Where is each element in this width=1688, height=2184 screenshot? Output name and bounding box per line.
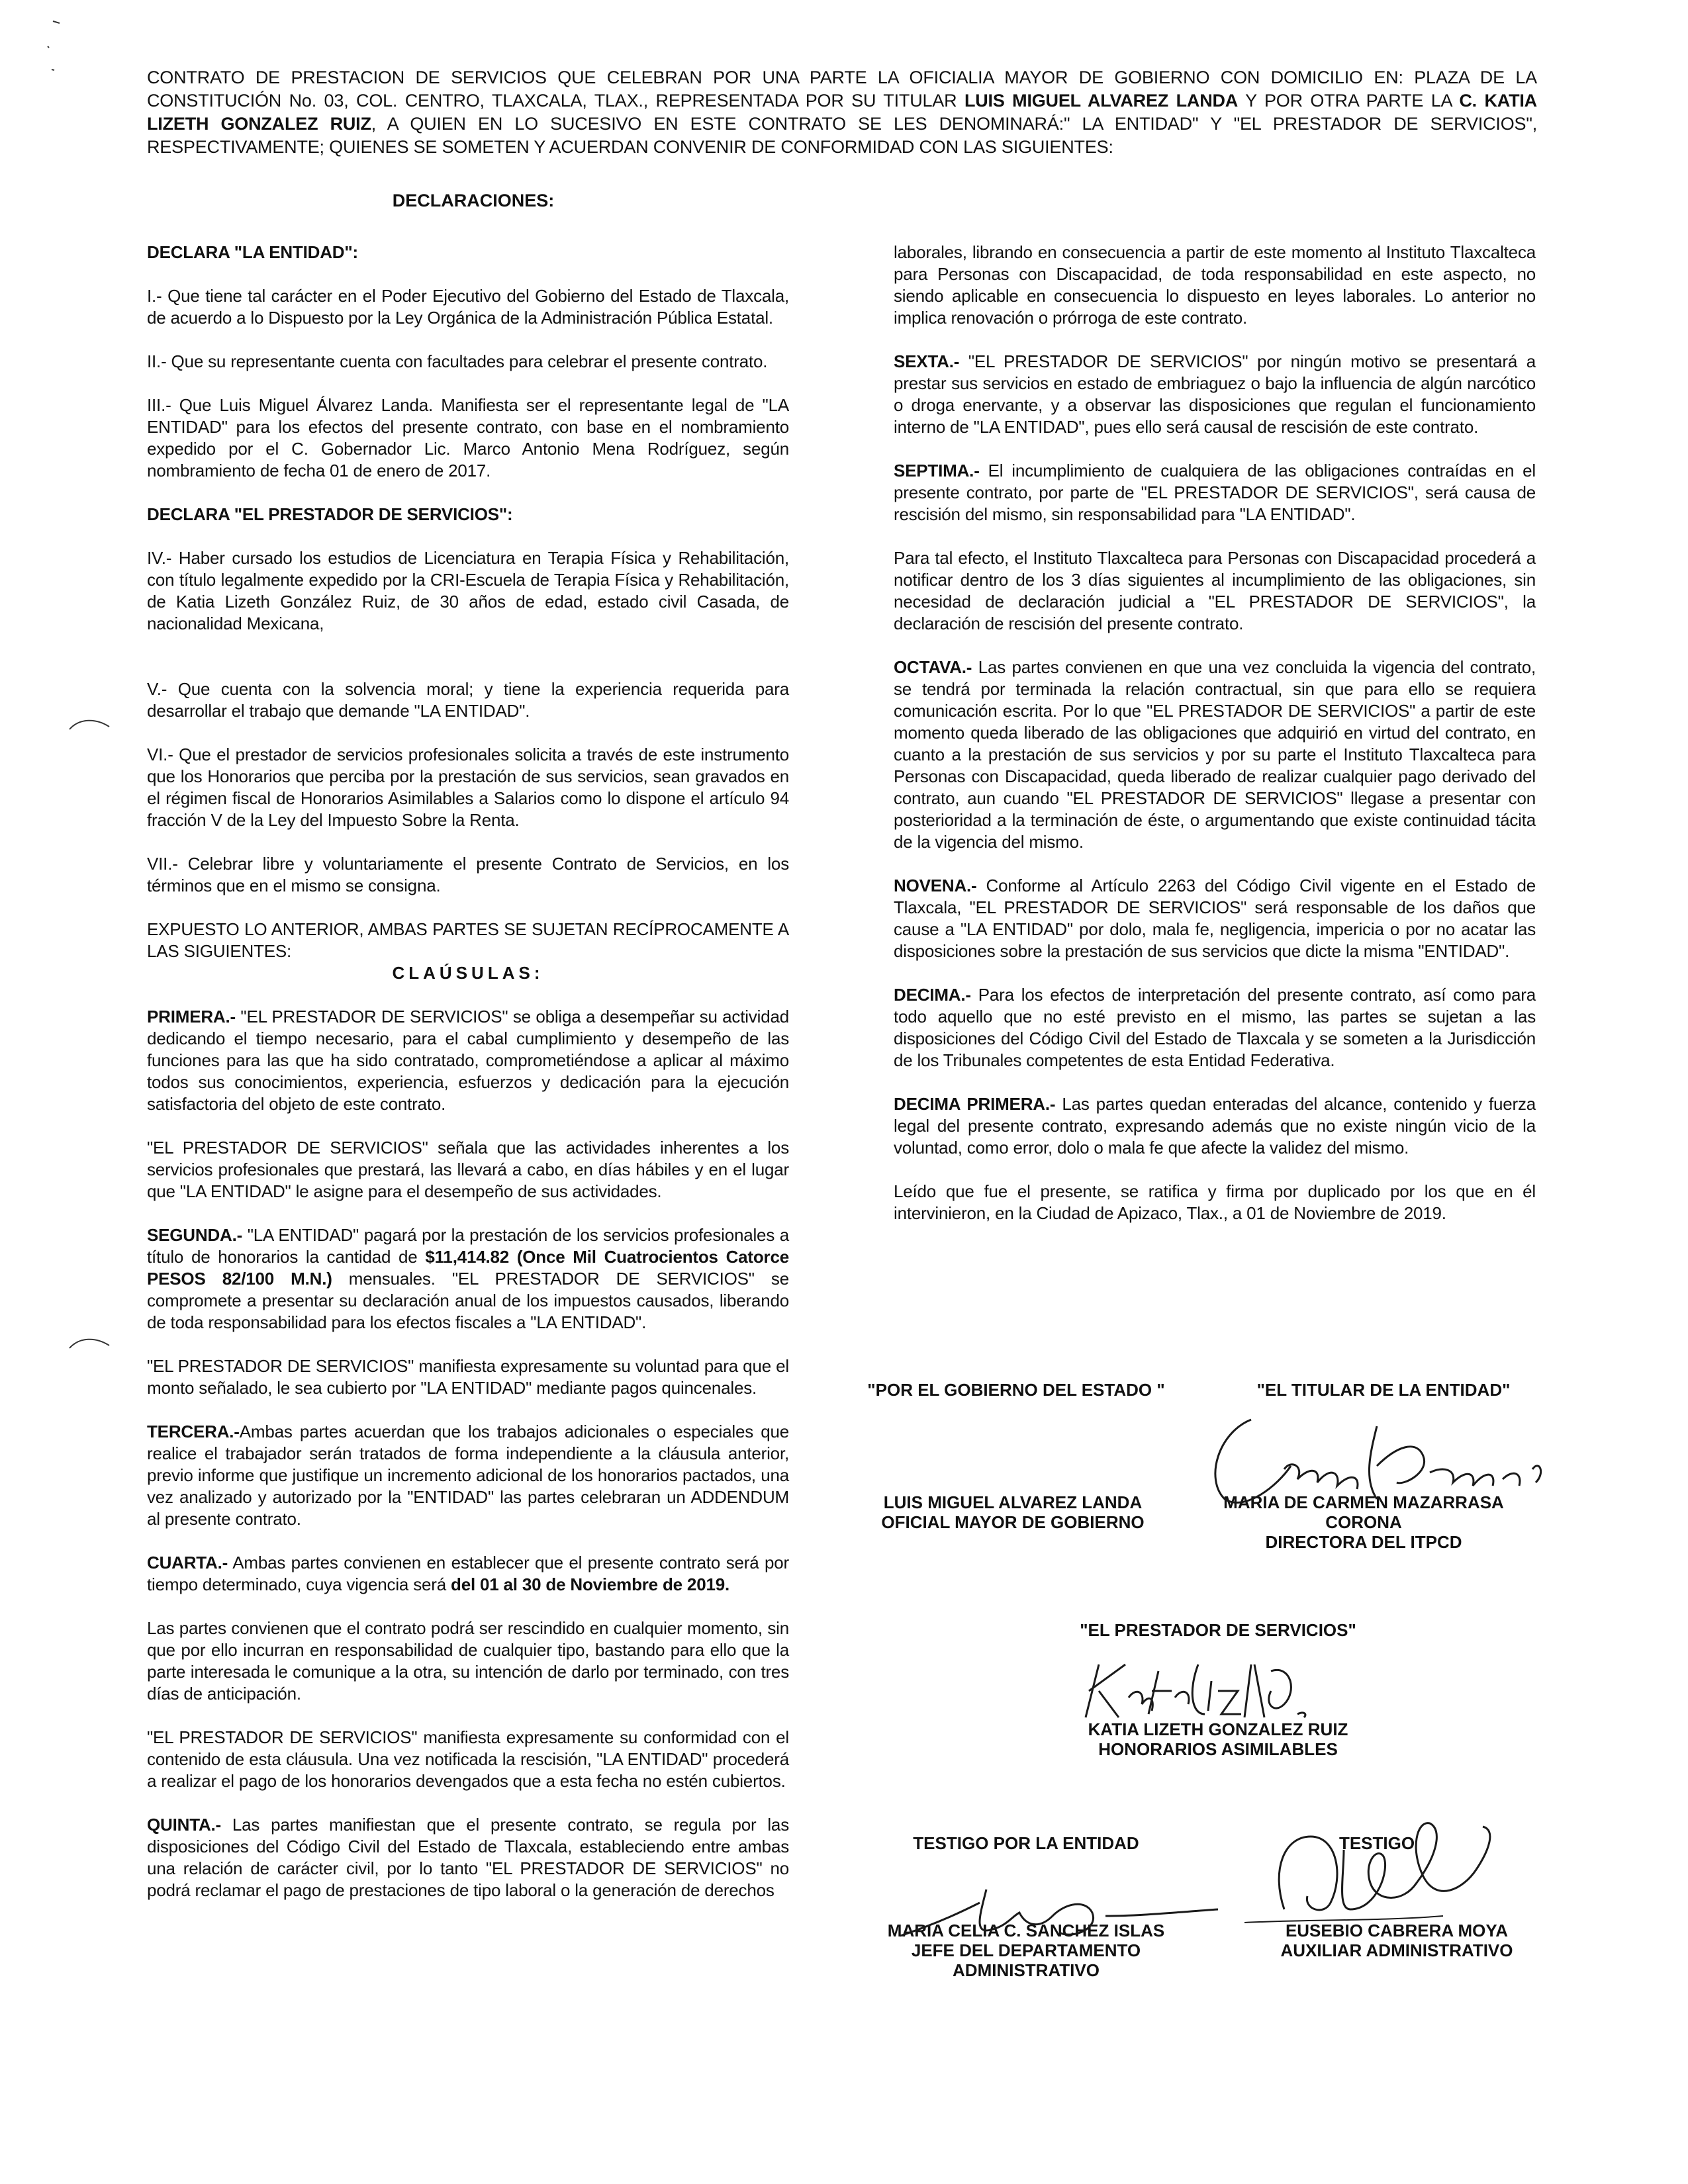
testigo-entidad-role-1: JEFE DEL DEPARTAMENTO: [911, 1940, 1141, 1960]
octava-heading: OCTAVA.-: [894, 657, 972, 677]
tercera-text: Ambas partes acuerdan que los trabajos adicionales o especiales que realice el trabajador serán tratados de forma independiente a la cláusula anterior, previo informe que justifique un incremento adicional de los honorarios pactados, una vez analizado y autorizado por la "ENTIDAD" las partes celebraran un ADDENDUM al presente contrato.: [147, 1422, 789, 1529]
right-column: [894, 242, 1536, 1246]
titular-name-1: MARIA DE CARMEN MAZARRASA: [1223, 1492, 1504, 1512]
declaration-6: VI.- Que el prestador de servicios profesionales solicita a través de este instrumento que los Honorarios que perciba por la prestación de sus servicios, sean gravados en el régimen fiscal de Honorarios Asimilables a Salarios como lo dispone el artículo 94 fracción V de la Ley del Impuesto Sobre la Renta.: [147, 745, 789, 830]
segunda-text-b: mensuales. "EL PRESTADOR DE SERVICIOS" se compromete a presentar su declaración anual de los impuestos causados, liberando de toda responsabilidad para los efectos fiscales a "LA ENTIDAD".: [147, 1269, 789, 1332]
septima-text: El incumplimiento de cualquiera de las obligaciones contraídas en el presente contrato, por parte de "EL PRESTADOR DE SERVICIOS", será causa de rescisión del mismo, sin responsabilidad para "LA ENTIDAD".: [894, 461, 1536, 524]
segunda-heading: SEGUNDA.-: [147, 1225, 243, 1245]
decima-text: Para los efectos de interpretación del presente contrato, así como para todo aquello que no esté previsto en el mismo, las partes se sujetan a las disposiciones del Código Civil del Estado de Tlaxcala y se someten a la Jurisdicción de los Tribunales competentes de esta Entidad Federativa.: [894, 985, 1536, 1070]
quinta-heading: QUINTA.-: [147, 1815, 222, 1835]
primera-text: "EL PRESTADOR DE SERVICIOS" se obliga a desempeñar su actividad dedicando el tiempo necesario, para el cabal cumplimiento y desempeño de las funciones para las que ha sido contratado, comprometiéndose a aplicar al máximo todos sus conocimientos, experiencia, esfuerzos y dedicación para la ejecución satisfactoria del objeto de este contrato.: [147, 1007, 789, 1114]
declaration-4: IV.- Haber cursado los estudios de Licenciatura en Terapia Física y Rehabilitación, con título legalmente expedido por la CRI-Escuela de Terapia Física y Rehabilitación, de Katia Lizeth González Ruiz, de 30 años de edad, estado civil Casada, de nacionalidad Mexicana,: [147, 548, 789, 633]
intro-prestador: C. KATIA LIZETH GONZALEZ RUIZ: [147, 91, 1537, 134]
clause-octava: [894, 657, 1536, 853]
testigo-name: EUSEBIO CABRERA MOYA: [1285, 1921, 1509, 1940]
clause-sexta: [894, 351, 1536, 438]
testigo-entidad-label: TESTIGO POR LA ENTIDAD: [913, 1833, 1139, 1853]
segunda-amount: $11,414.82 (Once Mil Cuatrocientos Catorce PESOS 82/100 M.N.): [147, 1247, 789, 1289]
titular-label: "EL TITULAR DE LA ENTIDAD": [1256, 1380, 1511, 1400]
clause-septima-b: Para tal efecto, el Instituto Tlaxcalteca para Personas con Discapacidad procederá a notificar dentro de los 3 días siguientes al incumplimiento de las obligaciones, sin necesidad de declaración judicial a "EL PRESTADOR DE SERVICIOS", la declaración de rescisión del presente contrato.: [894, 548, 1536, 633]
testigo-entidad-role-2: ADMINISTRATIVO: [953, 1960, 1100, 1980]
titular-role: DIRECTORA DEL ITPCD: [1265, 1532, 1462, 1552]
decima-heading: DECIMA.-: [894, 985, 971, 1005]
testigo-label: TESTIGO: [1338, 1833, 1415, 1853]
cuarta-heading: CUARTA.-: [147, 1553, 228, 1572]
testigo-block: [1244, 1921, 1549, 1960]
quinta-continuation: laborales, librando en consecuencia a partir de este momento al Instituto Tlaxcalteca para Personas con Discapacidad, de toda responsabilidad en este aspecto, no siendo aplicable en consecuencia lo dispuesto en leyes laborales. Lo anterior no implica renovación o prórroga de este contrato.: [894, 242, 1536, 328]
prestador-name: KATIA LIZETH GONZALEZ RUIZ: [1088, 1719, 1348, 1739]
sexta-text: "EL PRESTADOR DE SERVICIOS" por ningún motivo se presentará a prestar sus servicios en estado de embriaguez o bajo la influencia de algún narcótico o droga enervante, y a observar las disposiciones que regulan el funcionamiento interno de "LA ENTIDAD", pues ello será causal de rescisión de este contrato.: [894, 351, 1536, 437]
intro-titular: LUIS MIGUEL ALVAREZ LANDA: [964, 91, 1239, 111]
margin-mark-1: [66, 715, 113, 735]
primera-heading: PRIMERA.-: [147, 1007, 236, 1026]
prestador-signature-block: [1033, 1719, 1403, 1759]
corner-marks: [40, 13, 79, 79]
testigo-role: AUXILIAR ADMINISTRATIVO: [1280, 1940, 1513, 1960]
decima-primera-heading: DECIMA PRIMERA.-: [894, 1094, 1056, 1114]
prestador-role: HONORARIOS ASIMILABLES: [1098, 1739, 1338, 1759]
testigo-entidad-name: MARIA CELIA C. SANCHEZ ISLAS: [887, 1921, 1165, 1940]
cuarta-period: del 01 al 30 de Noviembre de 2019.: [451, 1574, 729, 1594]
prestador-signature-scribble: [1072, 1651, 1350, 1731]
tercera-heading: TERCERA.-: [147, 1422, 240, 1441]
gobierno-name: LUIS MIGUEL ALVAREZ LANDA: [883, 1492, 1143, 1512]
declaration-2: II.- Que su representante cuenta con facultades para celebrar el presente contrato.: [147, 351, 768, 371]
novena-heading: NOVENA.-: [894, 876, 977, 895]
testigo-entidad-block: [861, 1921, 1192, 1980]
contract-intro: [147, 66, 1537, 159]
clause-primera: [147, 1006, 789, 1115]
leido-paragraph: Leído que fue el presente, se ratifica y firma por duplicado por los que en él intervinieron, en la Ciudad de Apizaco, Tlax., a 01 de Noviembre de 2019.: [894, 1181, 1536, 1223]
gobierno-role: OFICIAL MAYOR DE GOBIERNO: [881, 1512, 1145, 1532]
declaration-5: V.- Que cuenta con la solvencia moral; y tiene la experiencia requerida para desarrollar el trabajo que demande "LA ENTIDAD".: [147, 679, 789, 721]
intro-prefix: CONTRATO DE PRESTACION DE SERVICIOS QUE CELEBRAN POR UNA PARTE LA OFICIALIA MAYOR DE GOBIERNO CON DOMICILIO EN: PLAZA DE LA CONSTITUCIÓN No. 03, COL. CENTRO, TLAXCALA, TLAX., REPRESENTADA POR SU TITULAR: [147, 68, 1537, 111]
titular-name-2: CORONA: [1325, 1512, 1402, 1532]
margin-mark-2: [66, 1334, 113, 1353]
octava-text: Las partes convienen en que una vez concluida la vigencia del contrato, se tendrá por terminada la relación contractual, sin que para ello se requiera comunicación escrita. Por lo que "EL PRESTADOR DE SERVICIOS" a partir de este momento queda liberado de las obligaciones que adquirió en virtud del contrato, en cuanto a la prestación de sus servicios y por su parte el Instituto Tlaxcalteca para Personas con Discapacidad, queda liberado de realizar cualquier pago derivado del contrato, aun cuando "EL PRESTADOR DE SERVICIOS" llegase a presentar con posterioridad a la terminación de éste, o argumentando que existe continuidad tácita de la vigencia del mismo.: [894, 657, 1536, 852]
gobierno-signature-block: [854, 1492, 1172, 1532]
gobierno-label: "POR EL GOBIERNO DEL ESTADO ": [867, 1380, 1165, 1400]
clause-septima: [894, 460, 1536, 525]
declaration-1: I.- Que tiene tal carácter en el Poder Ejecutivo del Gobierno del Estado de Tlaxcala, de acuerdo a lo Dispuesto por la Ley Orgánica de la Administración Pública Estatal.: [147, 286, 789, 328]
declaraciones-title: DECLARACIONES:: [392, 191, 555, 210]
clause-segunda-c: "EL PRESTADOR DE SERVICIOS" manifiesta expresamente su voluntad para que el monto señalado, le sea cubierto por "LA ENTIDAD" mediante pagos quincenales.: [147, 1356, 789, 1398]
clause-cuarta-c: "EL PRESTADOR DE SERVICIOS" manifiesta expresamente su conformidad con el contenido de esta cláusula. Una vez notificada la rescisión, "LA ENTIDAD" procederá a realizar el pago de los honorarios devengados que a esta fecha no estén cubiertos.: [147, 1727, 789, 1791]
quinta-text: Las partes manifiestan que el presente contrato, se regula por las disposiciones del Código Civil del Estado de Tlaxcala, estableciendo entre ambas una relación de carácter civil, por lo tanto "EL PRESTADOR DE SERVICIOS" no podrá reclamar el pago de prestaciones de tipo laboral o la generación de derechos: [147, 1815, 789, 1900]
expuesto-paragraph: EXPUESTO LO ANTERIOR, AMBAS PARTES SE SUJETAN RECÍPROCAMENTE A LAS SIGUIENTES:: [147, 919, 789, 961]
intro-mid: Y POR OTRA PARTE LA: [1238, 91, 1460, 111]
declaration-7: VII.- Celebrar libre y voluntariamente el presente Contrato de Servicios, en los términos que en el mismo se consigna.: [147, 854, 789, 895]
clausulas-heading: CLAÚSULAS:: [392, 963, 544, 983]
septima-heading: SEPTIMA.-: [894, 461, 980, 480]
sexta-heading: SEXTA.-: [894, 351, 960, 371]
clause-decima: [894, 984, 1536, 1071]
clause-segunda: [147, 1224, 789, 1334]
declara-entidad-heading: DECLARA "LA ENTIDAD":: [147, 242, 358, 262]
novena-text: Conforme al Artículo 2263 del Código Civil vigente en el Estado de Tlaxcala, "EL PRESTADOR DE SERVICIOS" será responsable de los daños que cause a "LA ENTIDAD" por dolo, mala fe, negligencia, impericia o por no acatar las disposiciones sobre la prestación de sus servicios que dicte la misma "ENTIDAD".: [894, 876, 1536, 961]
clause-quinta: [147, 1814, 789, 1901]
declara-prestador-heading: DECLARA "EL PRESTADOR DE SERVICIOS":: [147, 504, 513, 524]
left-column: [147, 242, 789, 1923]
clause-tercera: [147, 1421, 789, 1530]
testigo-signature-scribble: [1244, 1810, 1523, 1929]
decima-primera-text: Las partes quedan enteradas del alcance, contenido y fuerza legal del presente contrato, expresando además que no existe ningún vicio de la voluntad, como error, dolo o mala fe que afecte la validez del mismo.: [894, 1094, 1536, 1158]
prestador-label: "EL PRESTADOR DE SERVICIOS": [1080, 1620, 1356, 1640]
declaration-3: III.- Que Luis Miguel Álvarez Landa. Manifiesta ser el representante legal de "LA ENTIDAD" para los efectos del presente contrato, con base en el nombramiento expedido por el C. Gobernador Lic. Marco Antonio Mena Rodríguez, según nombramiento de fecha 01 de enero de 2017.: [147, 395, 789, 480]
titular-signature-block: [1198, 1492, 1529, 1552]
cuarta-text-a: Ambas partes convienen en establecer que el presente contrato será por tiempo determinado, cuya vigencia será: [147, 1553, 789, 1594]
clause-novena: [894, 875, 1536, 962]
clause-decima-primera: [894, 1093, 1536, 1159]
intro-suffix: , A QUIEN EN LO SUCESIVO EN ESTE CONTRATO SE LES DENOMINARÁ:" LA ENTIDAD" Y "EL PRESTADOR DE SERVICIOS", RESPECTIVAMENTE; QUIENES SE SOMETEN Y ACUERDAN CONVENIR DE CONFORMIDAD CON LAS SIGUIENTES:: [147, 114, 1538, 157]
clause-cuarta-b: Las partes convienen que el contrato podrá ser rescindido en cualquier momento, sin que por ello incurran en responsabilidad de cualquier tipo, bastando para ello que la parte interesada le comunique a la otra, su intención de darlo por terminado, con tres días de anticipación.: [147, 1618, 789, 1704]
clause-primera-b: "EL PRESTADOR DE SERVICIOS" señala que las actividades inherentes a los servicios profesionales que prestará, las llevará a cabo, en días hábiles y en el lugar que "LA ENTIDAD" le asigne para el desempeño de sus actividades.: [147, 1138, 789, 1201]
segunda-text-a: "LA ENTIDAD" pagará por la prestación de los servicios profesionales a título de honorarios la cantidad de: [147, 1225, 789, 1267]
clause-cuarta: [147, 1552, 789, 1596]
